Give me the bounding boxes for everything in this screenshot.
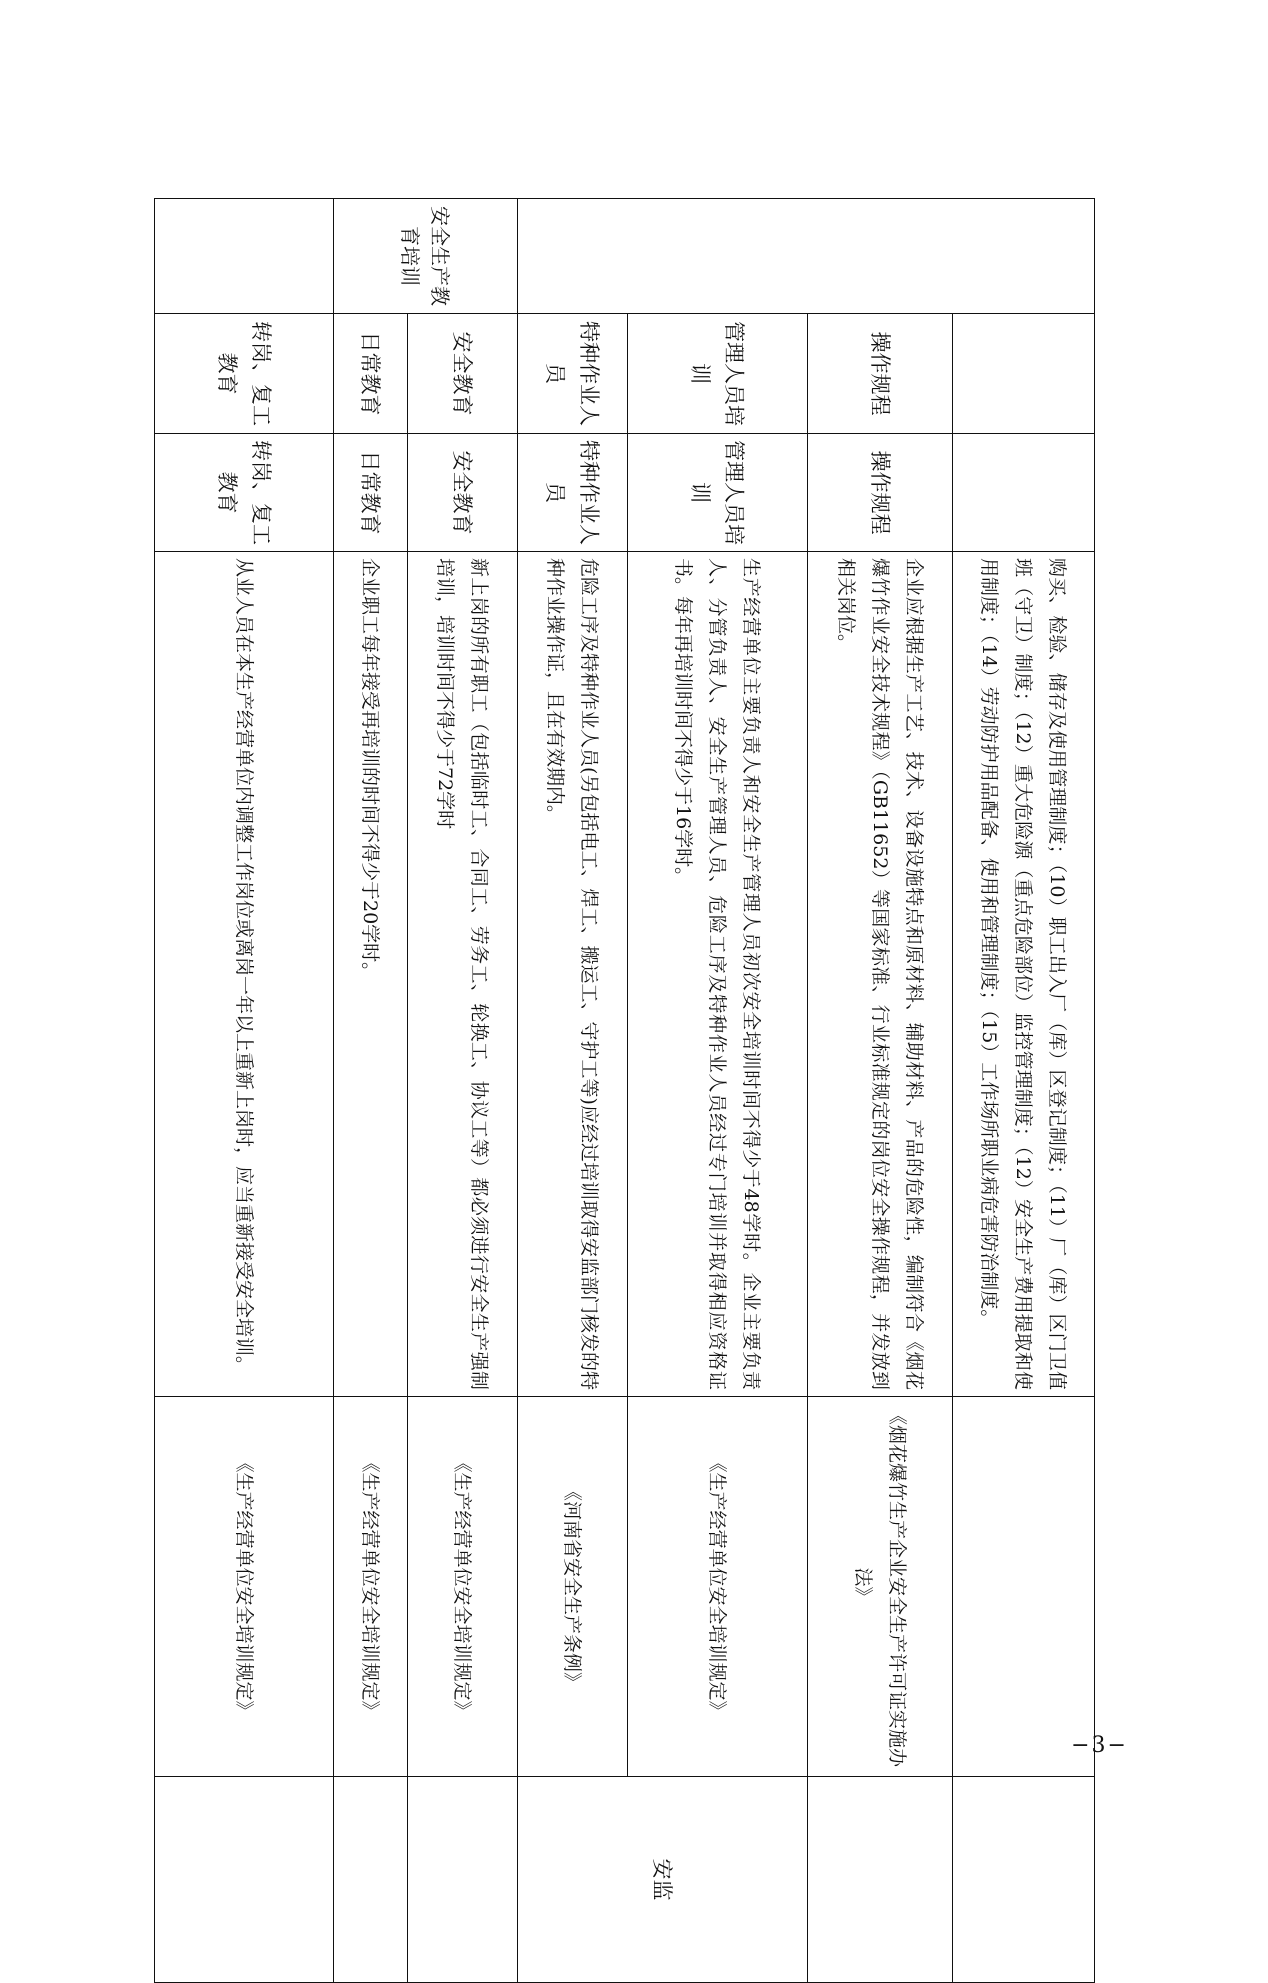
table-row <box>953 199 1095 1983</box>
content-cell: 从业人员在本生产经营单位内调整工作岗位或离岗一年以上重新上岗时，应当重新接受安全培训。 <box>155 552 334 1397</box>
inspection-table <box>154 198 1095 1983</box>
dept-cell <box>808 1777 953 1983</box>
basis-cell: 《生产经营单位安全培训规定》 <box>408 1397 518 1777</box>
basis-cell: 《河南省安全生产条例》 <box>518 1397 628 1777</box>
item-cell: 特种作业人员 <box>518 314 628 434</box>
table-row <box>808 199 953 1983</box>
item-cell: 转岗、复工教育 <box>155 434 334 552</box>
content-cell: 生产经营单位主要负责人和安全生产管理人员初次安全培训时间不得少于48学时。企业主要负责人、分管负责人、安全生产管理人员、危险工序及特种作业人员经过专门培训并取得相应资格证书。每年再培训时间不得少于16学时。 <box>628 552 808 1397</box>
item-cell: 管理人员培训 <box>628 314 808 434</box>
item-cell: 日常教育 <box>334 314 408 434</box>
item-cell <box>953 314 1095 434</box>
dept-cell <box>155 1777 334 1983</box>
item-cell: 操作规程 <box>808 314 953 434</box>
dept-cell <box>408 1777 518 1983</box>
content-cell: 危险工序及特种作业人员(另包括电工、焊工、搬运工、守护工等)应经过培训取得安监部门核发的特种作业操作证，且在有效期内。 <box>518 552 628 1397</box>
content-cell: 新上岗的所有职工（包括临时工、合同工、劳务工、轮换工、协议工等）都必须进行安全生产强制培训，培训时间不得少于72学时 <box>408 552 518 1397</box>
item-cell: 日常教育 <box>334 434 408 552</box>
category-cell: 安全生产教育培训 <box>334 199 518 314</box>
content-cell: 企业应根据生产工艺、技术、设备设施特点和原材料、辅助材料、产品的危险性，编制符合《烟花爆竹作业安全技术规程》（GB11652）等国家标准、行业标准规定的岗位安全操作规程，并发放到相关岗位。 <box>808 552 953 1397</box>
dept-cell <box>953 1777 1095 1983</box>
category-cell-empty <box>155 199 334 314</box>
page-number: −3− <box>1071 1733 1128 1758</box>
dept-cell <box>334 1777 408 1983</box>
table-row <box>518 199 628 1983</box>
item-cell <box>953 434 1095 552</box>
content-cell: 购买、检验、储存及使用管理制度；（10）职工出入厂（库）区登记制度；（11）厂（库）区门卫值班（守卫）制度；（12）重大危险源（重点危险部位）监控管理制度；（12）安全生产费用提取和使用制度；（14）劳动防护用品配备、使用和管理制度；（15）工作场所职业病危害防治制度。 <box>953 552 1095 1397</box>
item-cell: 操作规程 <box>808 434 953 552</box>
basis-cell <box>953 1397 1095 1777</box>
dept-cell: 安监 <box>518 1777 808 1983</box>
item-cell: 特种作业人员 <box>518 434 628 552</box>
item-cell: 安全教育 <box>408 314 518 434</box>
table-row <box>155 199 334 1983</box>
table-row <box>628 199 808 1983</box>
basis-cell: 《生产经营单位安全培训规定》 <box>628 1397 808 1777</box>
table-row <box>334 199 408 1983</box>
basis-cell: 《生产经营单位安全培训规定》 <box>334 1397 408 1777</box>
basis-cell: 《生产经营单位安全培训规定》 <box>155 1397 334 1777</box>
item-cell: 安全教育 <box>408 434 518 552</box>
content-cell: 企业职工每年接受再培训的时间不得少于20学时。 <box>334 552 408 1397</box>
item-cell: 管理人员培训 <box>628 434 808 552</box>
item-cell: 转岗、复工教育 <box>155 314 334 434</box>
table-row <box>408 199 518 1983</box>
category-cell-empty <box>518 199 1095 314</box>
basis-cell: 《烟花爆竹生产企业安全生产许可证实施办法》 <box>808 1397 953 1777</box>
rotated-page <box>0 198 1095 1901</box>
